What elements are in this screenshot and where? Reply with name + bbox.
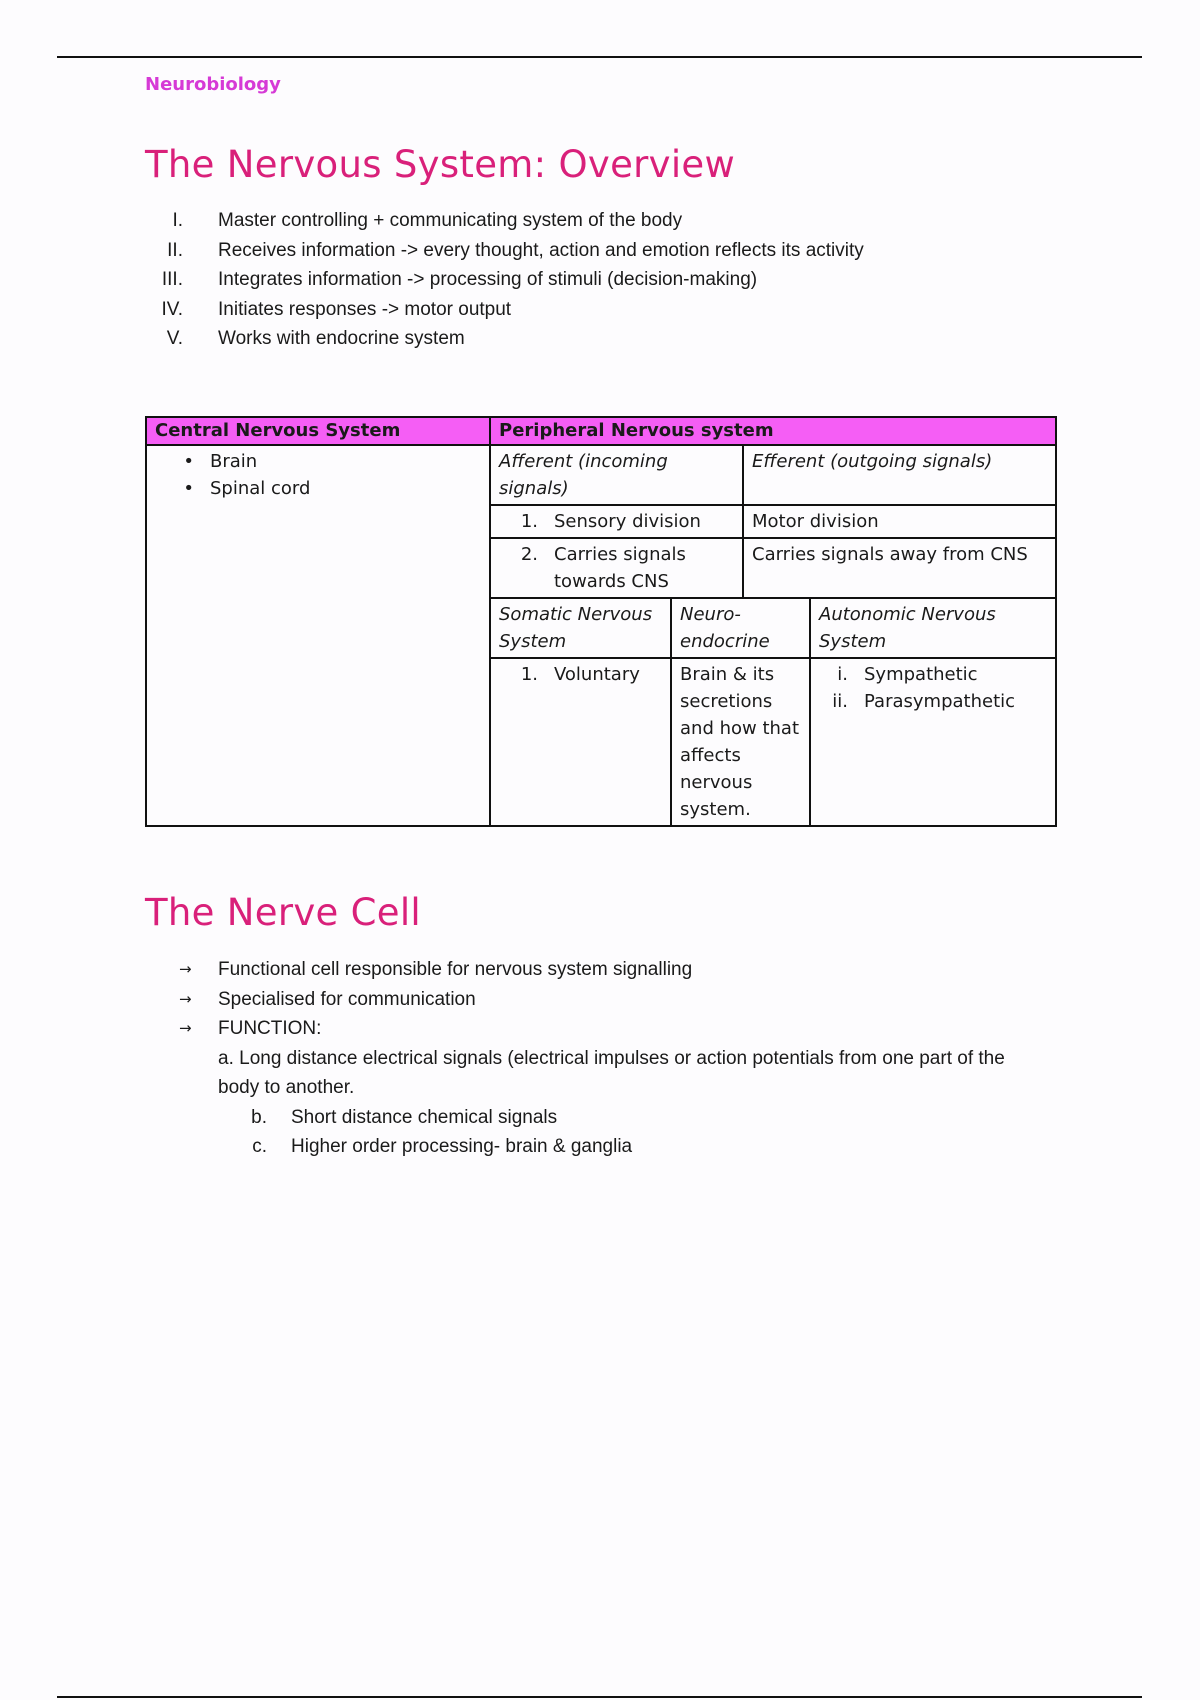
autonomic-cell: Autonomic Nervous System — [810, 598, 1056, 658]
arrow-icon: → — [179, 1019, 192, 1037]
cns-header: Central Nervous System — [146, 417, 490, 445]
subject-header: Neurobiology — [145, 74, 281, 95]
sensory-division-cell: 1. Sensory division — [490, 505, 743, 538]
motor-division-cell: Motor division — [743, 505, 1056, 538]
pns-header: Peripheral Nervous system — [490, 417, 1056, 445]
list-item: → Specialised for communication — [145, 985, 1045, 1015]
function-detail — [145, 1044, 1045, 1162]
autonomic-branches-cell: i. Sympathetic ii. Parasympathetic — [810, 658, 1056, 826]
nervous-system-table — [145, 416, 1057, 827]
page-top-rule — [57, 56, 1142, 58]
carries-away-cell: Carries signals away from CNS — [743, 538, 1056, 598]
list-item: → FUNCTION: — [145, 1014, 1045, 1044]
function-a: a. Long distance electrical signals (electrical impulses or action potentials from one part of the body to another. — [218, 1047, 1005, 1098]
page-bottom-rule — [57, 1696, 1142, 1698]
list-item: • Spinal cord — [183, 478, 311, 499]
cns-cell — [146, 445, 490, 826]
neuroendocrine-cell: Neuro-endocrine — [671, 598, 810, 658]
voluntary-cell: 1. Voluntary — [490, 658, 671, 826]
somatic-cell: Somatic Nervous System — [490, 598, 671, 658]
list-item: → Functional cell responsible for nervous system signalling — [145, 955, 1045, 985]
afferent-cell: Afferent (incoming signals) — [490, 445, 743, 505]
list-item: c. Higher order processing- brain & ganglia — [252, 1136, 633, 1157]
arrow-icon: → — [179, 989, 192, 1008]
section-title-overview: The Nervous System: Overview — [145, 143, 736, 186]
list-item: • Brain — [183, 451, 258, 472]
brain-secretions-cell: Brain & its secretions and how that affects nervous system. — [671, 658, 810, 826]
nerve-cell-list — [145, 955, 1045, 1162]
efferent-cell: Efferent (outgoing signals) — [743, 445, 1056, 505]
list-item: b. Short distance chemical signals — [251, 1106, 558, 1128]
arrow-icon: → — [179, 960, 192, 978]
function-sublist — [218, 1103, 1045, 1162]
section-title-nerve-cell: The Nerve Cell — [145, 891, 422, 934]
carries-towards-cell: 2. Carries signals towards CNS — [490, 538, 743, 598]
